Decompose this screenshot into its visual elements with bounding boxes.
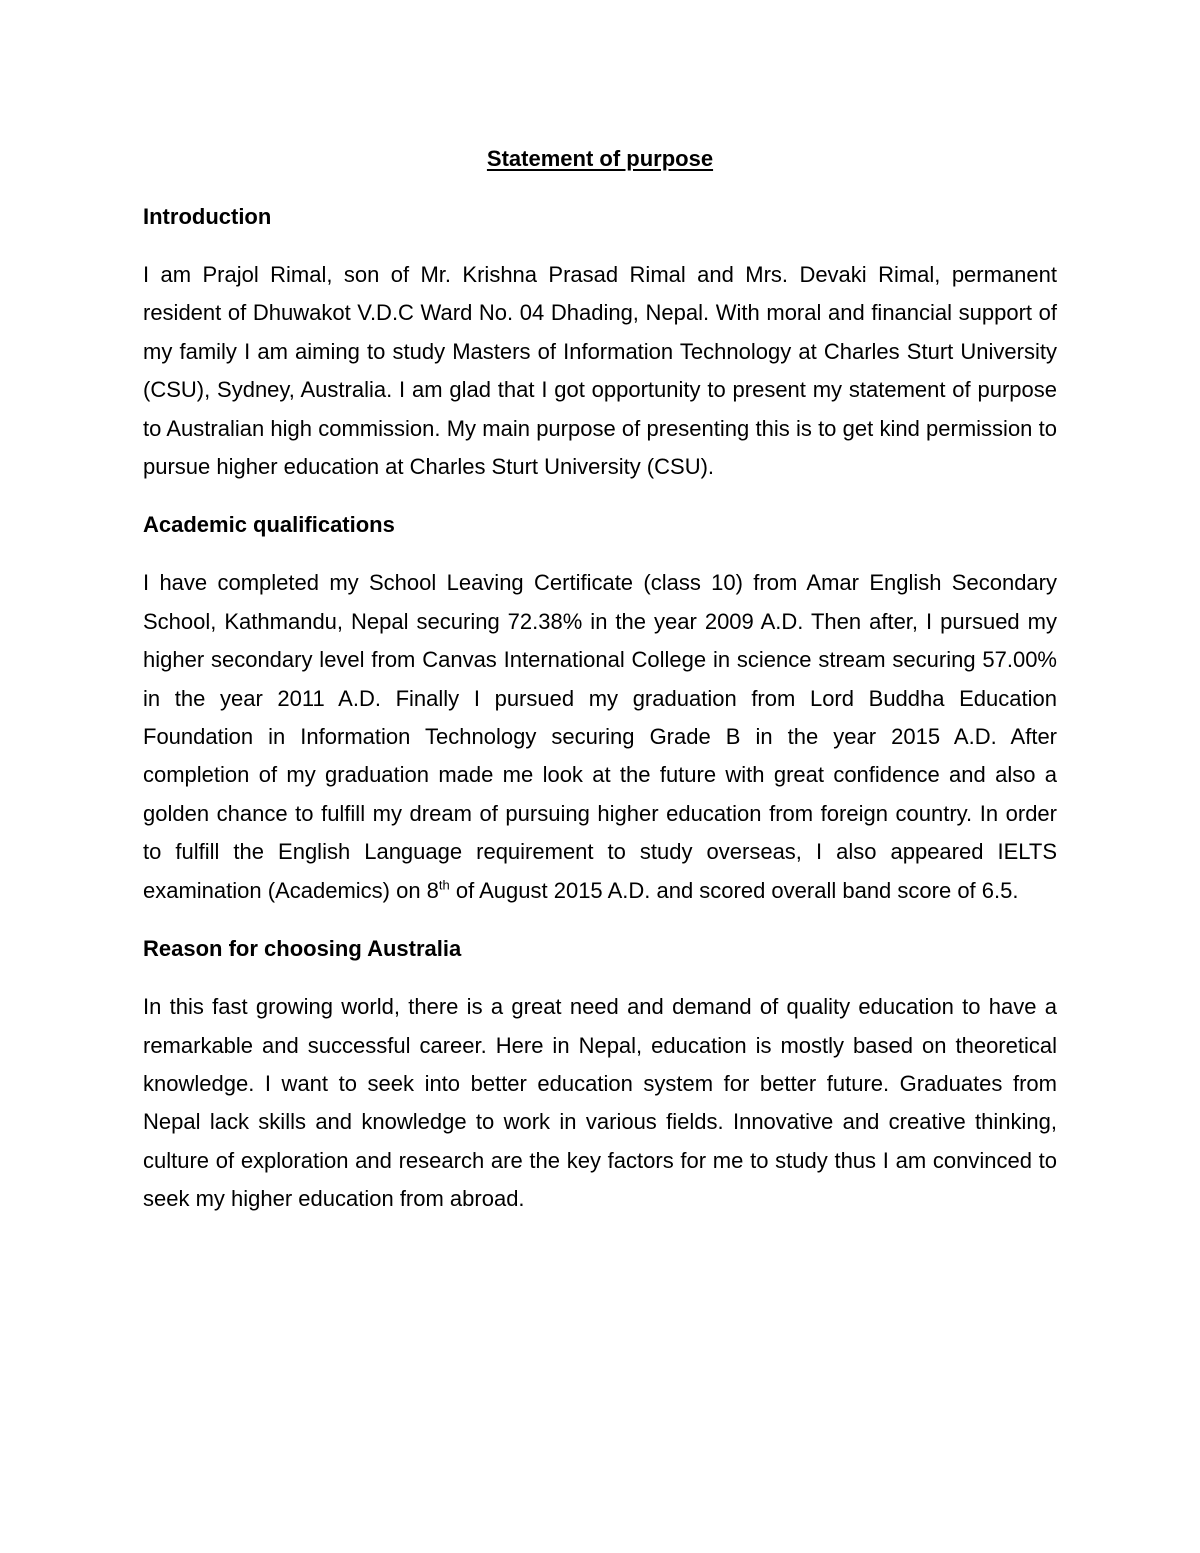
paragraph-reason: In this fast growing world, there is a great need and demand of quality education to have a remarkable and successful career. Here in Nepal, education is mostly based on theoretical knowledge. I want to seek into better education system for better future. Graduates from Nepal lack skills and knowledge to work in various fields. Innovative and creative thinking, culture of exploration and research are the key factors for me to study thus I am convinced to seek my higher education from abroad. (143, 994, 1057, 1212)
section-heading-academic: Academic qualifications (143, 512, 395, 538)
section-heading-reason: Reason for choosing Australia (143, 936, 462, 962)
section-heading-introduction: Introduction (143, 204, 272, 229)
paragraph-introduction: I am Prajol Rimal, son of Mr. Krishna Prasad Rimal and Mrs. Devaki Rimal, permanent resident of Dhuwakot V.D.C Ward No. 04 Dhading, Nepal. With moral and financial support of my family I am aiming to study Masters of Information Technology at Charles Sturt University (CSU), Sydney, Australia. I am glad that I got opportunity to present my statement of purpose to Australian high commission. My main purpose of presenting this is to get kind permission to pursue higher education at Charles Sturt University (CSU). (143, 262, 1057, 480)
document-title (143, 140, 1057, 178)
paragraph-academic-part2: of August 2015 A.D. and scored overall band score of 6.5. (449, 877, 1019, 903)
document-title-text: Statement of purpose (486, 146, 714, 171)
paragraph-academic-part1: I have completed my School Leaving Certificate (class 10) from Amar English Secondary School, Kathmandu, Nepal securing 72.38% in the year 2009 A.D. Then after, I pursued my higher secondary level from Canvas International College in science stream securing 57.00% in the year 2011 A.D. Finally I pursued my graduation from Lord Buddha Education Foundation in Information Technology securing Grade B in the year 2015 A.D. After completion of my graduation made me look at the future with great confidence and also a golden chance to fulfill my dream of pursuing higher education from foreign country. In order to fulfill the English Language requirement to study overseas, I also appeared IELTS examination (Academics) on 8 (143, 570, 1057, 903)
ordinal-superscript: th (438, 877, 450, 893)
document-page (143, 140, 1057, 1239)
paragraph-academic (143, 564, 1057, 910)
